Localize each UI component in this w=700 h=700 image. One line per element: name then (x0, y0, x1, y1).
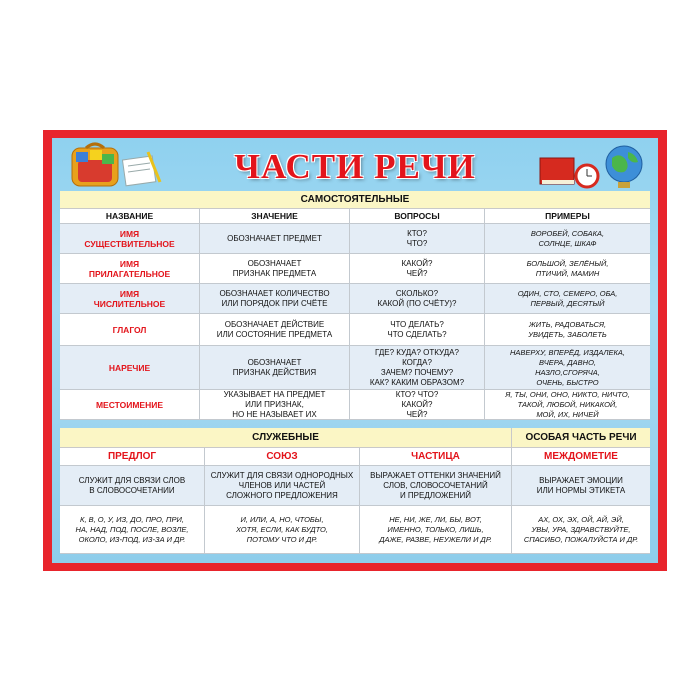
auxiliary-meaning-row (60, 466, 650, 506)
part-meaning: ВЫРАЖАЕТ ОТТЕНКИ ЗНАЧЕНИЙ СЛОВ, СЛОВОСОЧЕТАНИЙ И ПРЕДЛОЖЕНИЙ (360, 466, 512, 506)
part-questions: ЧТО ДЕЛАТЬ? ЧТО СДЕЛАТЬ? (350, 314, 485, 346)
special-section-label: ОСОБАЯ ЧАСТЬ РЕЧИ (512, 428, 650, 448)
part-meaning: ОБОЗНАЧАЕТ ПРИЗНАК ДЕЙСТВИЯ (200, 346, 350, 390)
part-examples: И, ИЛИ, А, НО, ЧТОБЫ, ХОТЯ, ЕСЛИ, КАК БУДТО, ПОТОМУ ЧТО И ДР. (205, 506, 360, 554)
independent-table (60, 191, 650, 420)
auxiliary-name-row (60, 448, 650, 466)
auxiliary-section-label: СЛУЖЕБНЫЕ (60, 428, 512, 448)
table-row (60, 314, 650, 346)
part-name: ИМЯ ПРИЛАГАТЕЛЬНОЕ (60, 254, 200, 284)
part-examples: ОДИН, СТО, СЕМЕРО, ОБА, ПЕРВЫЙ, ДЕСЯТЫЙ (485, 284, 650, 314)
part-meaning: ОБОЗНАЧАЕТ ПРЕДМЕТ (200, 224, 350, 254)
part-meaning: УКАЗЫВАЕТ НА ПРЕДМЕТ ИЛИ ПРИЗНАК, НО НЕ НАЗЫВАЕТ ИХ (200, 390, 350, 420)
table-header-row (60, 209, 650, 224)
poster (43, 130, 667, 571)
header-questions: ВОПРОСЫ (350, 209, 485, 224)
part-examples: НАВЕРХУ, ВПЕРЁД, ИЗДАЛЕКА, ВЧЕРА, ДАВНО, НАЗЛО,СГОРЯЧА, ОЧЕНЬ, БЫСТРО (485, 346, 650, 390)
part-examples: К, В, О, У, ИЗ, ДО, ПРО, ПРИ, НА, НАД, ПОД, ПОСЛЕ, ВОЗЛЕ, ОКОЛО, ИЗ-ПОД, ИЗ-ЗА И ДР. (60, 506, 205, 554)
part-questions: КТО? ЧТО? (350, 224, 485, 254)
part-name: МЕЖДОМЕТИЕ (512, 448, 650, 466)
auxiliary-table (60, 428, 650, 554)
part-name: СОЮЗ (205, 448, 360, 466)
part-questions: ГДЕ? КУДА? ОТКУДА? КОГДА? ЗАЧЕМ? ПОЧЕМУ? КАК? КАКИМ ОБРАЗОМ? (350, 346, 485, 390)
header-examples: ПРИМЕРЫ (485, 209, 650, 224)
table-row (60, 390, 650, 420)
part-examples: ВОРОБЕЙ, СОБАКА, СОЛНЦЕ, ШКАФ (485, 224, 650, 254)
part-name: МЕСТОИМЕНИЕ (60, 390, 200, 420)
part-name: НАРЕЧИЕ (60, 346, 200, 390)
part-questions: СКОЛЬКО? КАКОЙ (ПО СЧЁТУ)? (350, 284, 485, 314)
table-row (60, 254, 650, 284)
part-meaning: ВЫРАЖАЕТ ЭМОЦИИ ИЛИ НОРМЫ ЭТИКЕТА (512, 466, 650, 506)
table-row (60, 224, 650, 254)
part-name: ПРЕДЛОГ (60, 448, 205, 466)
part-name: ИМЯ ЧИСЛИТЕЛЬНОЕ (60, 284, 200, 314)
part-examples: АХ, ОХ, ЭХ, ОЙ, АЙ, ЭЙ, УВЫ, УРА, ЗДРАВСТВУЙТЕ, СПАСИБО, ПОЖАЛУЙСТА И ДР. (512, 506, 650, 554)
header-name: НАЗВАНИЕ (60, 209, 200, 224)
part-meaning: СЛУЖИТ ДЛЯ СВЯЗИ СЛОВ В СЛОВОСОЧЕТАНИИ (60, 466, 205, 506)
page-title: ЧАСТИ РЕЧИ (234, 147, 476, 186)
part-meaning: СЛУЖИТ ДЛЯ СВЯЗИ ОДНОРОДНЫХ ЧЛЕНОВ ИЛИ ЧАСТЕЙ СЛОЖНОГО ПРЕДЛОЖЕНИЯ (205, 466, 360, 506)
part-meaning: ОБОЗНАЧАЕТ ДЕЙСТВИЕ ИЛИ СОСТОЯНИЕ ПРЕДМЕТА (200, 314, 350, 346)
part-questions: КТО? ЧТО? КАКОЙ? ЧЕЙ? (350, 390, 485, 420)
part-examples: БОЛЬШОЙ, ЗЕЛЁНЫЙ, ПТИЧИЙ, МАМИН (485, 254, 650, 284)
independent-section-label: САМОСТОЯТЕЛЬНЫЕ (60, 191, 650, 209)
part-examples: НЕ, НИ, ЖЕ, ЛИ, БЫ, ВОТ, ИМЕННО, ТОЛЬКО, ЛИШЬ, ДАЖЕ, РАЗВЕ, НЕУЖЕЛИ И ДР. (360, 506, 512, 554)
header-meaning: ЗНАЧЕНИЕ (200, 209, 350, 224)
auxiliary-examples-row (60, 506, 650, 554)
table-row (60, 284, 650, 314)
part-name: ИМЯ СУЩЕСТВИТЕЛЬНОЕ (60, 224, 200, 254)
part-meaning: ОБОЗНАЧАЕТ КОЛИЧЕСТВО ИЛИ ПОРЯДОК ПРИ СЧЁТЕ (200, 284, 350, 314)
part-name: ЧАСТИЦА (360, 448, 512, 466)
part-examples: ЖИТЬ, РАДОВАТЬСЯ, УВИДЕТЬ, ЗАБОЛЕТЬ (485, 314, 650, 346)
poster-panel (52, 138, 658, 563)
part-name: ГЛАГОЛ (60, 314, 200, 346)
part-questions: КАКОЙ? ЧЕЙ? (350, 254, 485, 284)
part-examples: Я, ТЫ, ОНИ, ОНО, НИКТО, НИЧТО, ТАКОЙ, ЛЮБОЙ, НИКАКОЙ, МОЙ, ИХ, НИЧЕЙ (485, 390, 650, 420)
table-row (60, 346, 650, 390)
part-meaning: ОБОЗНАЧАЕТ ПРИЗНАК ПРЕДМЕТА (200, 254, 350, 284)
